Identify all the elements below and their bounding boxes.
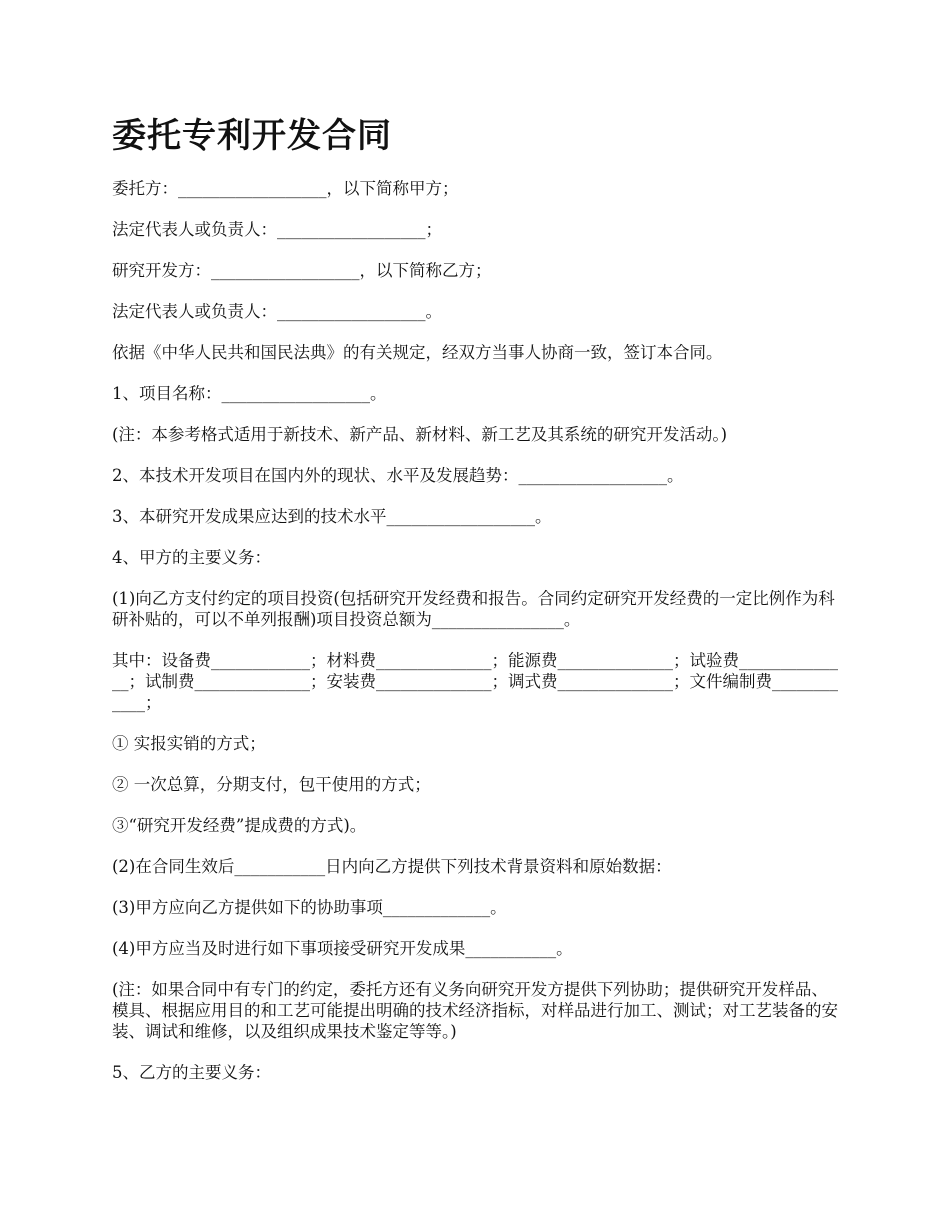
- heading-party-b-obligations: 5、乙方的主要义务：: [112, 1063, 271, 1082]
- document-title: 委托专利开发合同: [112, 116, 392, 156]
- clause-background-data: (2)在合同生效后___________日内向乙方提供下列技术背景资料和原始数据：: [112, 857, 672, 876]
- payment-option-1: ① 实报实销的方式；: [112, 734, 266, 753]
- clause-status-trend: 2、本技术开发项目在国内外的现状、水平及发展趋势：__________________。: [112, 466, 684, 485]
- payment-option-3: ③“研究开发经费”提成费的方式)。: [112, 816, 367, 835]
- clause-client: 委托方：__________________，以下简称甲方；: [112, 179, 459, 198]
- clause-legal-basis: 依据《中华人民共和国民法典》的有关规定，经双方当事人协商一致，签订本合同。: [112, 343, 723, 362]
- clause-cost-breakdown: 其中：设备费____________；材料费______________；能源费______________；试验费______________；试制费______________；安装费______________；调式费______________；文件编制费____________；: [112, 651, 838, 712]
- clause-developer-representative: 法定代表人或负责人：__________________。: [112, 302, 442, 321]
- note-assistance: (注：如果合同中有专门的约定，委托方还有义务向研究开发方提供下列协助；提供研究开发样品、模具、根据应用目的和工艺可能提出明确的技术经济指标，对样品进行加工、测试；对工艺装备的安装、调试和维修，以及组织成果技术鉴定等等。): [112, 980, 838, 1041]
- clause-assistance: (3)甲方应向乙方提供如下的协助事项_____________。: [112, 898, 507, 917]
- clause-developer: 研究开发方：__________________，以下简称乙方；: [112, 261, 492, 280]
- heading-party-a-obligations: 4、甲方的主要义务：: [112, 548, 271, 567]
- clause-investment: (1)向乙方支付约定的项目投资(包括研究开发经费和报告。合同约定研究开发经费的一定比例作为科研补贴的，可以不单列报酬)项目投资总额为________________。: [112, 589, 835, 629]
- clause-project-name: 1、项目名称：__________________。: [112, 384, 387, 403]
- clause-technical-level: 3、本研究开发成果应达到的技术水平__________________。: [112, 507, 552, 526]
- document-page: [112, 108, 842, 1103]
- clause-client-representative: 法定代表人或负责人：__________________；: [112, 220, 442, 239]
- note-scope: (注：本参考格式适用于新技术、新产品、新材料、新工艺及其系统的研究开发活动。): [112, 425, 728, 444]
- clause-acceptance: (4)甲方应当及时进行如下事项接受研究开发成果___________。: [112, 939, 573, 958]
- payment-option-2: ② 一次总算，分期支付，包干使用的方式；: [112, 775, 431, 794]
